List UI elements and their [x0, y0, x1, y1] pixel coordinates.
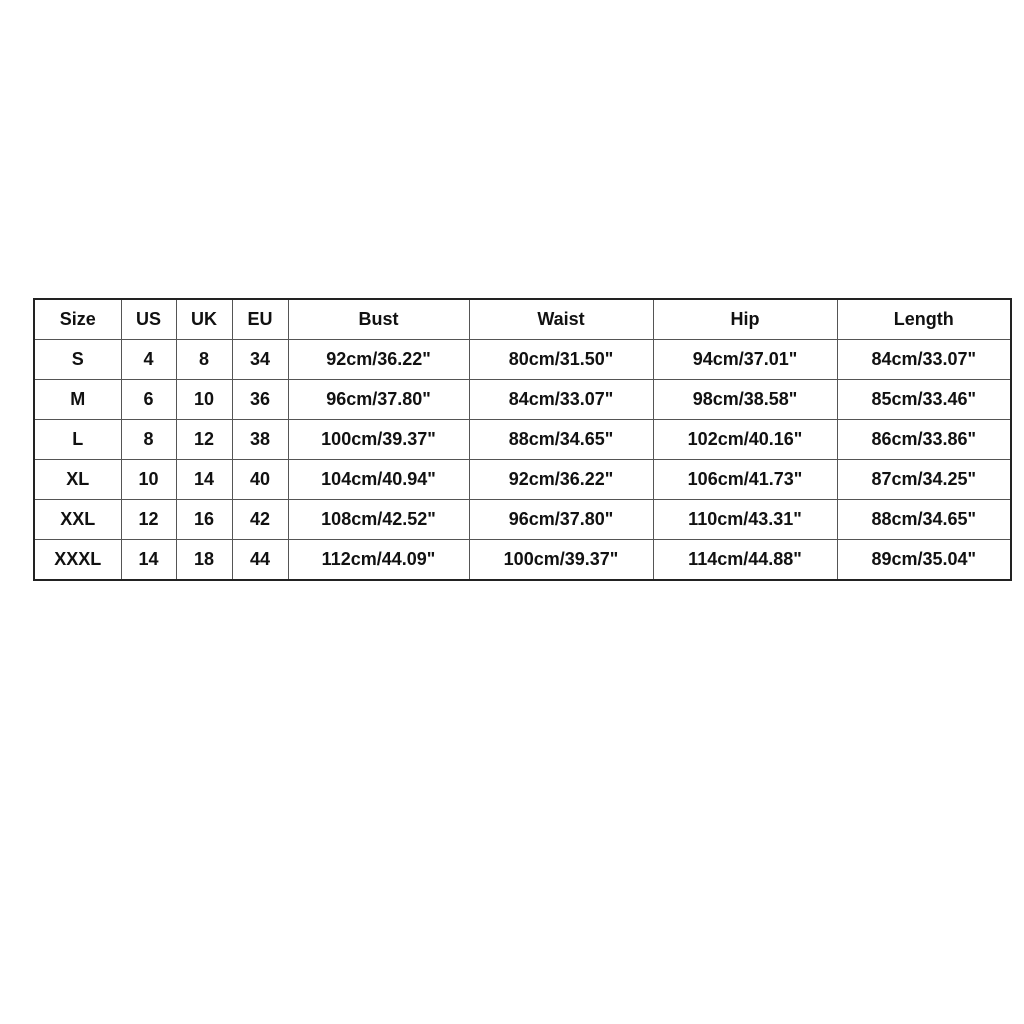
table-row — [34, 340, 1011, 380]
cell-length: 86cm/33.86" — [837, 420, 1011, 460]
cell-size: XXXL — [34, 540, 121, 581]
cell-eu: 38 — [232, 420, 288, 460]
header-us: US — [121, 299, 176, 340]
cell-eu: 44 — [232, 540, 288, 581]
table-row — [34, 420, 1011, 460]
cell-bust: 92cm/36.22" — [288, 340, 469, 380]
cell-hip: 110cm/43.31" — [653, 500, 837, 540]
cell-uk: 10 — [176, 380, 232, 420]
cell-length: 85cm/33.46" — [837, 380, 1011, 420]
table-row — [34, 540, 1011, 581]
cell-waist: 80cm/31.50" — [469, 340, 653, 380]
cell-us: 4 — [121, 340, 176, 380]
cell-uk: 16 — [176, 500, 232, 540]
cell-us: 14 — [121, 540, 176, 581]
table-row — [34, 460, 1011, 500]
size-chart-table — [33, 298, 1012, 581]
cell-hip: 114cm/44.88" — [653, 540, 837, 581]
cell-eu: 42 — [232, 500, 288, 540]
cell-waist: 100cm/39.37" — [469, 540, 653, 581]
cell-bust: 96cm/37.80" — [288, 380, 469, 420]
cell-waist: 96cm/37.80" — [469, 500, 653, 540]
cell-uk: 12 — [176, 420, 232, 460]
cell-hip: 94cm/37.01" — [653, 340, 837, 380]
header-row — [34, 299, 1011, 340]
cell-hip: 98cm/38.58" — [653, 380, 837, 420]
table-row — [34, 500, 1011, 540]
cell-bust: 108cm/42.52" — [288, 500, 469, 540]
cell-hip: 102cm/40.16" — [653, 420, 837, 460]
cell-waist: 92cm/36.22" — [469, 460, 653, 500]
cell-bust: 100cm/39.37" — [288, 420, 469, 460]
cell-size: S — [34, 340, 121, 380]
header-waist: Waist — [469, 299, 653, 340]
cell-length: 88cm/34.65" — [837, 500, 1011, 540]
cell-size: L — [34, 420, 121, 460]
cell-length: 87cm/34.25" — [837, 460, 1011, 500]
cell-size: M — [34, 380, 121, 420]
cell-uk: 14 — [176, 460, 232, 500]
cell-waist: 88cm/34.65" — [469, 420, 653, 460]
cell-uk: 18 — [176, 540, 232, 581]
cell-eu: 40 — [232, 460, 288, 500]
cell-eu: 34 — [232, 340, 288, 380]
cell-us: 6 — [121, 380, 176, 420]
table-row — [34, 380, 1011, 420]
cell-eu: 36 — [232, 380, 288, 420]
header-hip: Hip — [653, 299, 837, 340]
cell-length: 84cm/33.07" — [837, 340, 1011, 380]
cell-size: XL — [34, 460, 121, 500]
cell-us: 10 — [121, 460, 176, 500]
cell-bust: 112cm/44.09" — [288, 540, 469, 581]
header-length: Length — [837, 299, 1011, 340]
cell-hip: 106cm/41.73" — [653, 460, 837, 500]
header-bust: Bust — [288, 299, 469, 340]
header-size: Size — [34, 299, 121, 340]
cell-uk: 8 — [176, 340, 232, 380]
cell-us: 8 — [121, 420, 176, 460]
cell-length: 89cm/35.04" — [837, 540, 1011, 581]
cell-size: XXL — [34, 500, 121, 540]
header-eu: EU — [232, 299, 288, 340]
cell-us: 12 — [121, 500, 176, 540]
cell-bust: 104cm/40.94" — [288, 460, 469, 500]
cell-waist: 84cm/33.07" — [469, 380, 653, 420]
header-uk: UK — [176, 299, 232, 340]
